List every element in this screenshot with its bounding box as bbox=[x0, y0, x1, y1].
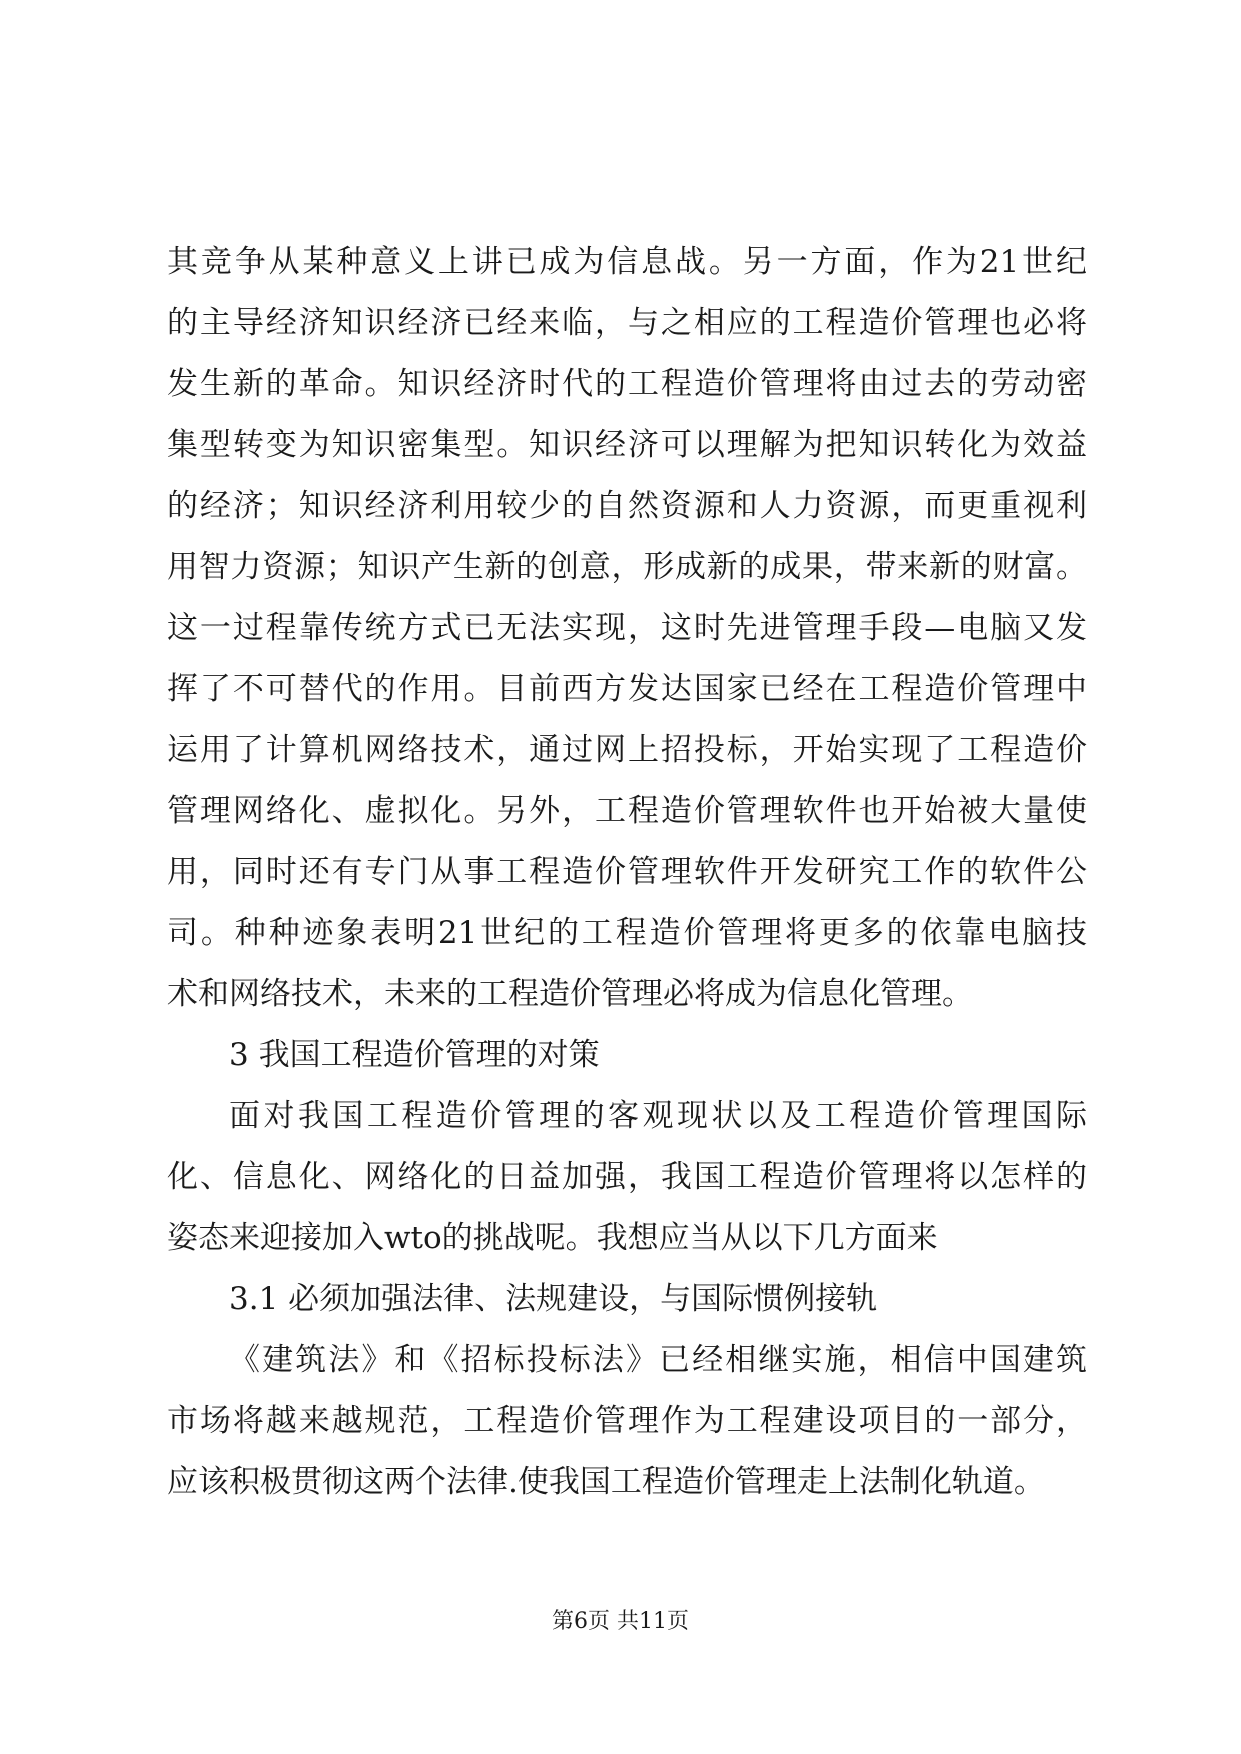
text-line: 的经济；知识经济利用较少的自然资源和人力资源，而更重视利 bbox=[167, 488, 1087, 524]
text-line: 其竞争从某种意义上讲已成为信息战。另一方面，作为21世纪 bbox=[167, 244, 1087, 280]
text-line: 应该积极贯彻这两个法律.使我国工程造价管理走上法制化轨道。 bbox=[167, 1464, 1045, 1500]
paragraph bbox=[167, 1025, 1087, 1086]
text-line: 化、信息化、网络化的日益加强，我国工程造价管理将以怎样的 bbox=[167, 1159, 1087, 1195]
text-line: 市场将越来越规范，工程造价管理作为工程建设项目的一部分， bbox=[167, 1403, 1087, 1439]
paragraph bbox=[167, 1086, 1087, 1269]
text-line: 术和网络技术，未来的工程造价管理必将成为信息化管理。 bbox=[167, 976, 973, 1012]
text-line: 3 我国工程造价管理的对策 bbox=[229, 1037, 600, 1073]
page-footer: 第6页 共11页 bbox=[552, 1609, 689, 1634]
text-line: 挥了不可替代的作用。目前西方发达国家已经在工程造价管理中 bbox=[167, 671, 1087, 707]
text-line: 集型转变为知识密集型。知识经济可以理解为把知识转化为效益 bbox=[167, 427, 1087, 463]
text-line: 《建筑法》和《招标投标法》已经相继实施，相信中国建筑 bbox=[229, 1342, 1087, 1378]
text-line: 姿态来迎接加入wto的挑战呢。我想应当从以下几方面来 bbox=[167, 1220, 938, 1256]
body-text bbox=[167, 232, 1087, 1513]
text-line: 司。种种迹象表明21世纪的工程造价管理将更多的依靠电脑技 bbox=[167, 915, 1087, 951]
text-line: 运用了计算机网络技术，通过网上招投标，开始实现了工程造价 bbox=[167, 732, 1087, 768]
text-line: 用，同时还有专门从事工程造价管理软件开发研究工作的软件公 bbox=[167, 854, 1087, 890]
text-line: 发生新的革命。知识经济时代的工程造价管理将由过去的劳动密 bbox=[167, 366, 1087, 402]
text-line: 这一过程靠传统方式已无法实现，这时先进管理手段—电脑又发 bbox=[167, 610, 1087, 646]
text-line: 3.1 必须加强法律、法规建设，与国际惯例接轨 bbox=[229, 1281, 878, 1317]
text-line: 管理网络化、虚拟化。另外，工程造价管理软件也开始被大量使 bbox=[167, 793, 1087, 829]
paragraph bbox=[167, 1330, 1087, 1513]
paragraph bbox=[167, 1269, 1087, 1330]
text-line: 面对我国工程造价管理的客观现状以及工程造价管理国际 bbox=[229, 1098, 1087, 1134]
text-line: 用智力资源；知识产生新的创意，形成新的成果，带来新的财富。 bbox=[167, 549, 1087, 585]
paragraph bbox=[167, 232, 1087, 1025]
text-line: 的主导经济知识经济已经来临，与之相应的工程造价管理也必将 bbox=[167, 305, 1087, 341]
